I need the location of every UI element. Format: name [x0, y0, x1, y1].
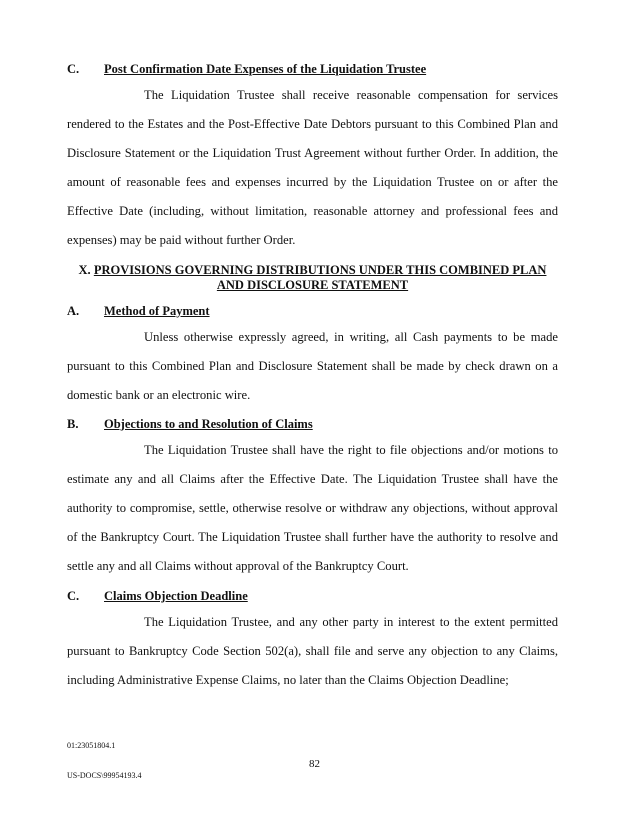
- heading-letter: A.: [67, 304, 80, 318]
- page-number: 82: [309, 758, 320, 770]
- section-x-title-line-2: AND DISCLOSURE STATEMENT: [216, 278, 409, 292]
- heading-objections-resolution: [67, 416, 313, 432]
- heading-title: Post Confirmation Date Expenses of the Liquidation Trustee: [104, 62, 427, 76]
- heading-claims-objection-deadline: [67, 588, 248, 604]
- heading-title: Method of Payment: [104, 304, 210, 318]
- footer-doc-id-2: US-DOCS\99954193.4: [67, 771, 142, 780]
- paragraph-objections-resolution: The Liquidation Trustee shall have the right to file objections and/or motions to estimate any and all Claims after the Effective Date. The Liquidation Trustee shall have the authority to compromise, settle, otherwise resolve or withdraw any objections, without approval of the Bankruptcy Court. The Liquidation Trustee shall further have the authority to resolve and settle any and all Claims without approval of the Bankruptcy Court.: [67, 443, 558, 573]
- paragraph-method-of-payment: Unless otherwise expressly agreed, in writing, all Cash payments to be made pursuant to this Combined Plan and Disclosure Statement shall be made by check drawn on a domestic bank or an electronic wire.: [67, 330, 558, 402]
- footer-doc-id-1: 01:23051804.1: [67, 741, 116, 750]
- heading-post-confirmation-expenses: [67, 61, 426, 77]
- section-x-line-2: [67, 278, 558, 293]
- section-x-title-line-1: PROVISIONS GOVERNING DISTRIBUTIONS UNDER THIS COMBINED PLAN: [93, 263, 547, 277]
- section-x-line-1: [67, 263, 558, 278]
- paragraph-claims-objection-deadline: The Liquidation Trustee, and any other party in interest to the extent permitted pursuant to Bankruptcy Code Section 502(a), shall file and serve any objection to any Claims, including Administrative Expense Claims, no later than the Claims Objection Deadline;: [67, 615, 558, 687]
- heading-title: Objections to and Resolution of Claims: [104, 417, 313, 431]
- heading-letter: B.: [67, 417, 79, 431]
- heading-method-of-payment: [67, 303, 210, 319]
- heading-title: Claims Objection Deadline: [104, 589, 248, 603]
- heading-letter: C.: [67, 589, 80, 603]
- paragraph-trustee-compensation: The Liquidation Trustee shall receive reasonable compensation for services rendered to the Estates and the Post-Effective Date Debtors pursuant to this Combined Plan and Disclosure Statement or the Liquidation Trust Agreement without further Order. In addition, the amount of reasonable fees and expenses incurred by the Liquidation Trustee on or after the Effective Date (including, without limitation, reasonable attorney and professional fees and expenses) may be paid without further Order.: [67, 88, 558, 247]
- section-number: X.: [78, 263, 91, 277]
- section-x-title: [67, 263, 558, 293]
- heading-letter: C.: [67, 62, 80, 76]
